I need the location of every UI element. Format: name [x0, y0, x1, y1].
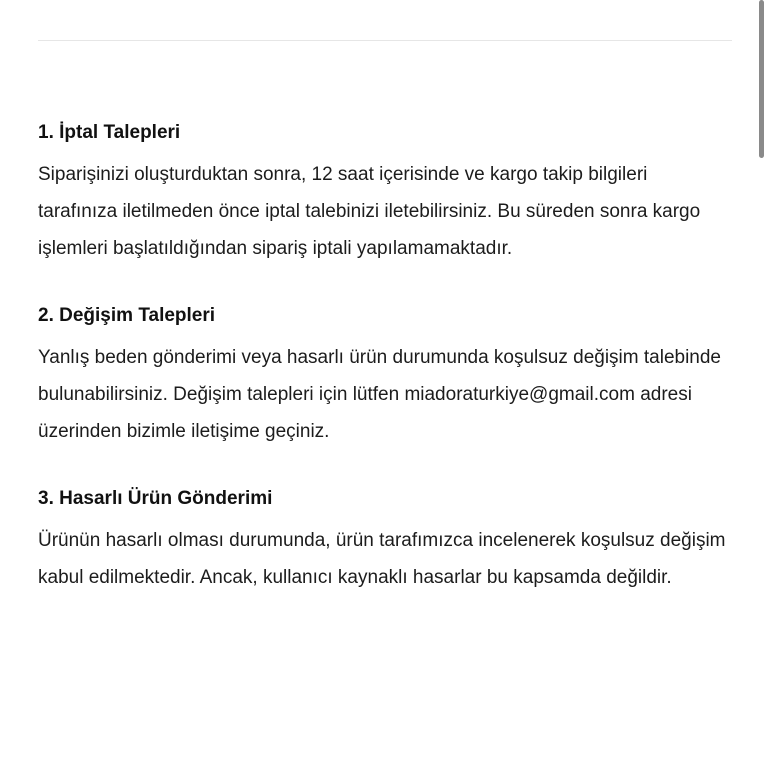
policy-content — [38, 116, 728, 628]
section-body: Siparişinizi oluşturduktan sonra, 12 saat içerisinde ve kargo takip bilgileri tarafınıza iletilmeden önce iptal talebinizi iletebilirsiniz. Bu süreden sonra kargo işlemleri başlatıldığından sipariş iptali yapılamamaktadır. — [38, 164, 701, 259]
section-body: Ürünün hasarlı olması durumunda, ürün tarafımızca incelenerek koşulsuz değişim kabul edilmektedir. Ancak, kullanıcı kaynaklı hasarlar bu kapsamda değildir. — [38, 530, 726, 588]
section-heading: 1. İptal Talepleri — [38, 122, 181, 143]
section-damaged-product — [38, 482, 728, 596]
section-exchange — [38, 299, 728, 450]
section-heading: 2. Değişim Talepleri — [38, 305, 216, 326]
section-heading: 3. Hasarlı Ürün Gönderimi — [38, 488, 273, 509]
scrollbar-thumb[interactable] — [759, 0, 764, 158]
section-body: Yanlış beden gönderimi veya hasarlı ürün durumunda koşulsuz değişim talebinde bulunabilirsiniz. Değişim talepleri için lütfen miadoraturkiye@gmail.com adresi üzerinden bizimle iletişime geçiniz. — [38, 347, 721, 442]
section-cancellation — [38, 116, 728, 267]
top-divider — [38, 40, 732, 41]
